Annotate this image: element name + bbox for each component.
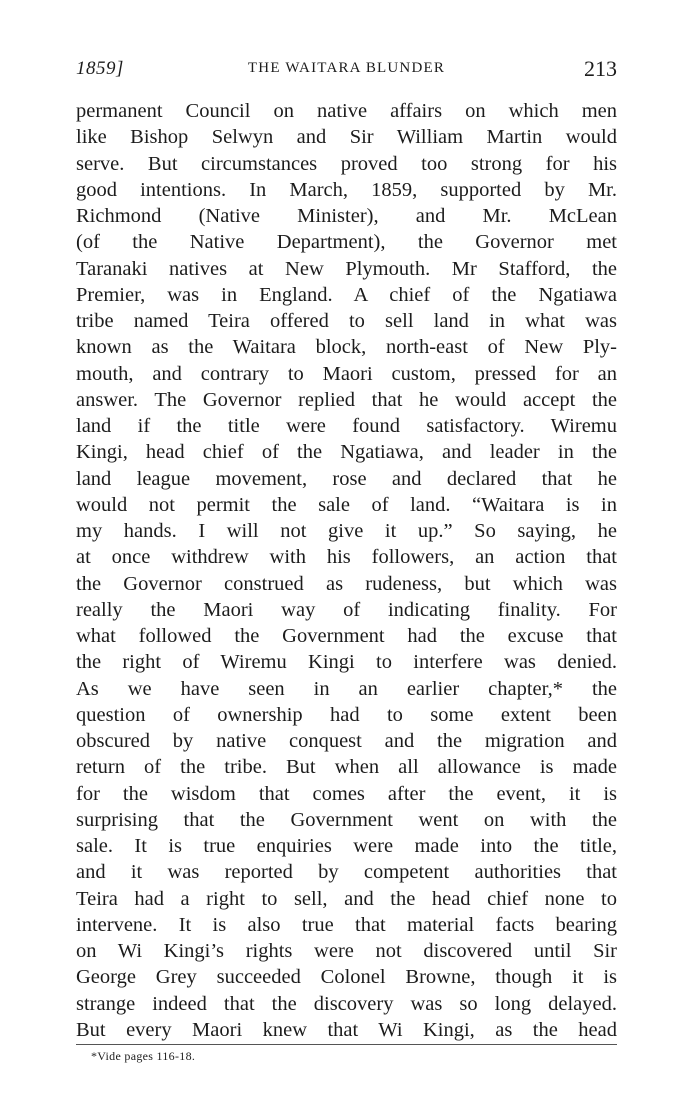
text-line: land if the title were found satisfactory. Wiremu bbox=[76, 415, 617, 437]
text-line: sale. It is true enquiries were made into the title, bbox=[76, 835, 617, 857]
body-text bbox=[76, 98, 617, 1043]
text-line: obscured by native conquest and the migration and bbox=[76, 730, 617, 752]
footnote: *Vide pages 116-18. bbox=[91, 1049, 196, 1063]
text-line: the right of Wiremu Kingi to interfere was denied. bbox=[76, 651, 617, 674]
text-line: Richmond (Native Minister), and Mr. McLean bbox=[76, 205, 617, 227]
text-line: surprising that the Government went on with the bbox=[76, 808, 617, 831]
text-line: George Grey succeeded Colonel Browne, though it is bbox=[76, 966, 617, 989]
text-line: really the Maori way of indicating finality. For bbox=[76, 598, 617, 621]
text-line: mouth, and contrary to Maori custom, pressed for an bbox=[76, 362, 617, 385]
text-line: As we have seen in an earlier chapter,* the bbox=[76, 677, 617, 700]
text-line: (of the Native Department), the Governor met bbox=[76, 231, 617, 254]
text-line: at once withdrew with his followers, an action that bbox=[76, 546, 617, 569]
text-line: tribe named Teira offered to sell land in what was bbox=[76, 310, 617, 332]
text-line: on Wi Kingi’s rights were not discovered until Sir bbox=[76, 940, 617, 962]
running-title: THE WAITARA BLUNDER bbox=[247, 60, 446, 76]
text-line: serve. But circumstances proved too strong for his bbox=[76, 152, 617, 175]
text-line: my hands. I will not give it up.” So saying, he bbox=[76, 520, 617, 542]
footnote-divider bbox=[76, 1044, 617, 1045]
text-line: for the wisdom that comes after the event, it is bbox=[76, 782, 617, 805]
page-number: 213 bbox=[584, 56, 617, 81]
text-line: strange indeed that the discovery was so long delayed. bbox=[76, 992, 617, 1015]
text-line: known as the Waitara block, north-east of New Ply- bbox=[76, 336, 617, 359]
text-line: answer. The Governor replied that he would accept the bbox=[76, 388, 617, 411]
text-line: and it was reported by competent authorities that bbox=[76, 861, 617, 884]
text-line: good intentions. In March, 1859, supported by Mr. bbox=[76, 178, 617, 201]
text-line: would not permit the sale of land. “Waitara is in bbox=[76, 493, 617, 516]
running-header bbox=[76, 56, 617, 84]
text-line: intervene. It is also true that material facts bearing bbox=[76, 913, 617, 936]
header-year: 1859] bbox=[76, 58, 124, 79]
text-line: Kingi, head chief of the Ngatiawa, and leader in the bbox=[76, 441, 617, 464]
text-line: the Governor construed as rudeness, but which was bbox=[76, 572, 617, 595]
text-line: Teira had a right to sell, and the head chief none to bbox=[76, 887, 617, 910]
text-line: like Bishop Selwyn and Sir William Martin would bbox=[76, 126, 617, 149]
text-line: Taranaki natives at New Plymouth. Mr Stafford, the bbox=[76, 257, 617, 280]
text-line: question of ownership had to some extent been bbox=[76, 703, 617, 726]
text-line: permanent Council on native affairs on which men bbox=[76, 100, 617, 122]
text-line: what followed the Government had the excuse that bbox=[76, 625, 617, 647]
text-line: But every Maori knew that Wi Kingi, as the head bbox=[76, 1018, 617, 1041]
text-line: Premier, was in England. A chief of the Ngatiawa bbox=[76, 283, 617, 306]
text-line: return of the tribe. But when all allowance is made bbox=[76, 756, 617, 779]
text-line: land league movement, rose and declared that he bbox=[76, 467, 617, 490]
